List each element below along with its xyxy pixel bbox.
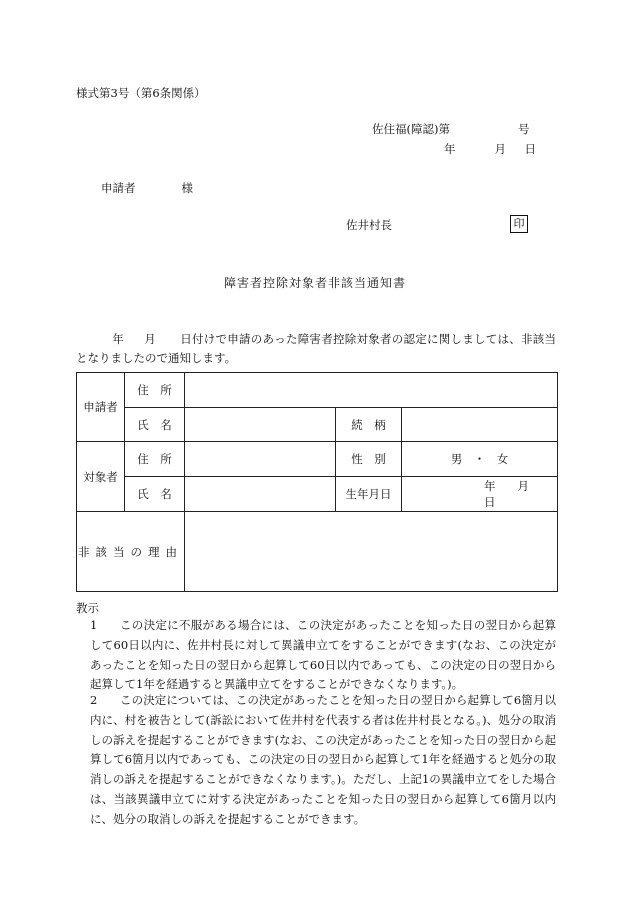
- applicant-group-label: 申請者: [77, 373, 125, 442]
- document-number: [372, 121, 529, 137]
- notice-item-number: 1: [90, 618, 98, 632]
- notice-heading: 教示: [76, 601, 99, 615]
- dob-day: 日: [484, 495, 496, 509]
- seal-mark: 印: [510, 215, 528, 233]
- reason-field[interactable]: [185, 512, 558, 592]
- addressee-label: 申請者: [101, 181, 136, 195]
- issuer-name: 佐井村長: [346, 218, 392, 232]
- subject-address-field[interactable]: [185, 442, 336, 477]
- subject-dob-label: 生年月日: [336, 477, 402, 512]
- reason-label: 非該当の理由: [77, 512, 185, 592]
- applicant-address-label: 住 所: [125, 373, 185, 408]
- dob-year: 年: [484, 479, 496, 493]
- body-date-month: 月: [144, 332, 157, 346]
- notice-item: [76, 616, 556, 695]
- notice-item-text: この決定については、この決定があったことを知った日の翌日から起算して6箇月以内に、村を被告として(訴訟において佐井村を代表する者は佐井村長となる。)、処分の取消しの訴えを提起することができます(なお、この決定があったことを知った日の翌日から起算して6箇月以内であっても、この決定の日の翌日から起算して1年を経過すると処分の取消しの訴えを提起することができなくなります。)。ただし、上記1の異議申立てをした場合は、当該異議申立てに対する決定があったことを知った日の翌日から起算して6箇月以内に、処分の取消しの訴えを提起することができます。: [90, 693, 556, 826]
- applicant-relation-field[interactable]: [402, 408, 558, 442]
- subject-group-label: 対象者: [77, 442, 125, 512]
- document-title: 障害者控除対象者非該当通知書: [223, 276, 406, 290]
- applicant-name-field[interactable]: [185, 408, 336, 442]
- notice-item-text: この決定に不服がある場合には、この決定があったことを知った日の翌日から起算して60日以内に、佐井村長に対して異議申立てをすることができます(なお、この決定があったことを知った日の翌日から起算して60日以内であっても、この決定の日の翌日から起算して1年を経過すると異議申立てをすることができなくなります。)。: [90, 618, 556, 692]
- issue-date-day: 日: [524, 142, 536, 156]
- issue-date-month: 月: [494, 142, 506, 156]
- applicant-relation-label: 続 柄: [336, 408, 402, 442]
- subject-name-field[interactable]: [185, 477, 336, 512]
- information-table: [76, 372, 558, 592]
- issue-date-year: 年: [444, 142, 456, 156]
- subject-name-label: 氏 名: [125, 477, 185, 512]
- subject-sex-options[interactable]: 男 ・ 女: [402, 442, 558, 477]
- body-paragraph: [76, 330, 556, 368]
- issue-date: [444, 141, 536, 157]
- dob-month: 月: [517, 479, 529, 493]
- body-text: 日付けで申請のあった障害者控除対象者の認定に関しましては、非該当となりましたので通知します。: [76, 332, 557, 365]
- notice-item: [76, 691, 556, 830]
- form-number: 様式第3号（第6条関係）: [76, 86, 206, 100]
- body-date-year: 年: [112, 332, 125, 346]
- subject-dob-field[interactable]: [402, 477, 558, 512]
- subject-address-label: 住 所: [125, 442, 185, 477]
- addressee-honorific: 様: [181, 181, 193, 195]
- applicant-name-label: 氏 名: [125, 408, 185, 442]
- applicant-address-field[interactable]: [185, 373, 558, 408]
- addressee-line: [101, 180, 193, 196]
- notice-item-number: 2: [90, 693, 98, 707]
- document-number-prefix: 佐住福(障認)第: [372, 122, 450, 136]
- document-number-suffix: 号: [517, 122, 530, 136]
- subject-sex-label: 性 別: [336, 442, 402, 477]
